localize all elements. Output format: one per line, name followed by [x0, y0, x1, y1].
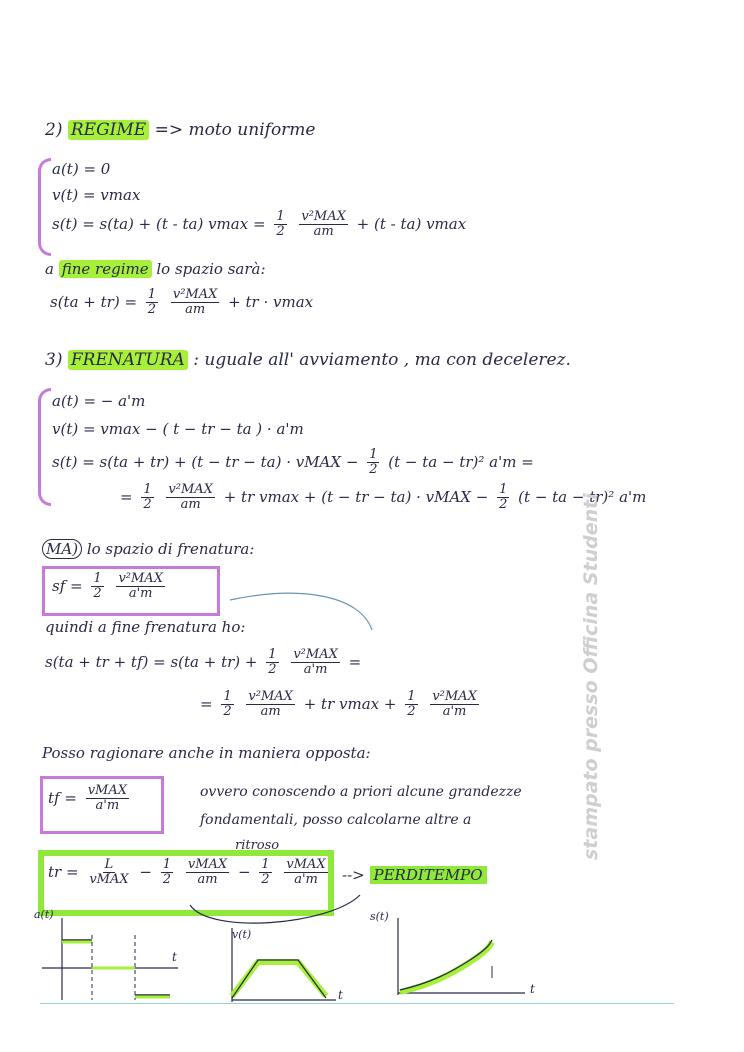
ma-circle: MA): [42, 539, 82, 559]
frac-den: 2: [369, 462, 378, 478]
frac-num: vMAX: [187, 857, 228, 872]
section3-title: FRENATURA: [68, 350, 188, 370]
frac-num: vMAX: [286, 857, 326, 872]
section3-number: 3): [45, 350, 63, 370]
s3-cont-part3: (t − ta − tr)² a'm: [518, 487, 647, 506]
frac-den: a'm: [128, 586, 153, 602]
frac-den: 2: [147, 302, 157, 318]
s2-end-a: a: [45, 260, 54, 278]
frac-den: a'm: [303, 662, 328, 678]
s3-eq-acc: a(t) = − a'm: [52, 392, 146, 410]
frac-den: a'm: [294, 872, 318, 888]
reverse-text: Posso ragionare anche in maniera opposta:: [42, 744, 371, 762]
graph-a-t: t: [172, 950, 177, 964]
sf-label: sf =: [52, 576, 83, 595]
frac-den: am: [197, 872, 218, 888]
reverse-note1: ovvero conoscendo a priori alcune grandezze: [200, 784, 522, 800]
frac-den: am: [180, 497, 201, 513]
s3-eq-pos-part2: (t − ta − tr)² a'm =: [388, 452, 534, 471]
watermark: stampato presso Officina Studenti: [580, 493, 602, 860]
frac-num: v²MAX: [168, 482, 213, 497]
s-curve: [400, 940, 492, 990]
s-curve-hl: [400, 942, 492, 992]
frac-den: am: [313, 224, 334, 240]
frac-den: 2: [276, 224, 285, 240]
reverse-note2: fondamentali, posso calcolarne altre a: [200, 812, 472, 828]
frac-num: 1: [223, 689, 232, 704]
reverse-note3: ritroso: [235, 838, 280, 853]
frac-num: 1: [268, 647, 277, 662]
s2-space-part2: + tr · vmax: [228, 292, 314, 311]
section2-subtitle: => moto uniforme: [154, 120, 316, 140]
s2-space-part1: s(ta + tr) =: [50, 292, 138, 311]
s2-end-highlight: fine regime: [59, 260, 152, 278]
frac-den: 2: [268, 662, 277, 678]
frac-num: 1: [276, 209, 285, 224]
graph-velocity: [232, 928, 336, 1002]
s2-eq-vel: v(t) = vmax: [52, 186, 141, 204]
braking-eq2-eq: =: [200, 694, 213, 713]
frac-den: 2: [261, 872, 270, 888]
frac-num: vMAX: [87, 783, 128, 798]
s3-cont-part2: + tr vmax + (t − tr − ta) · vMAX −: [223, 487, 489, 506]
frac-num: 1: [143, 482, 152, 497]
section3-subtitle: : uguale all' avviamento , ma con decelerez.: [193, 350, 571, 370]
frac-num: v²MAX: [172, 287, 218, 302]
frac-num: L: [104, 857, 114, 872]
braking-eq2-part2: + tr vmax +: [303, 694, 397, 713]
s3-cont-eq: =: [120, 487, 133, 506]
frac-num: 1: [407, 689, 416, 704]
frac-num: 1: [93, 571, 102, 586]
frac-num: v²MAX: [118, 571, 163, 586]
graph-v-label: v(t): [232, 928, 252, 941]
tf-label: tf =: [48, 788, 77, 807]
frac-den: 2: [223, 704, 232, 720]
frac-num: 1: [369, 447, 378, 462]
page-bottom-rule: [40, 1003, 674, 1004]
braking-eq1-part1: s(ta + tr + tf) = s(ta + tr) +: [45, 652, 258, 671]
frac-num: 1: [147, 287, 157, 302]
frac-num: v²MAX: [301, 209, 346, 224]
frac-num: v²MAX: [432, 689, 477, 704]
section2-number: 2): [45, 120, 63, 140]
tr-minus1: −: [139, 862, 152, 881]
frac-den: 2: [93, 586, 102, 602]
perditempo-label: PERDITEMPO: [370, 866, 487, 884]
graph-a-label: a(t): [34, 908, 54, 921]
frac-num: 1: [162, 857, 172, 872]
graph-position: [398, 918, 525, 995]
frac-den: 2: [162, 872, 172, 888]
frac-num: 1: [499, 482, 508, 497]
frac-den: a'm: [95, 798, 120, 814]
tr-label: tr =: [48, 862, 79, 881]
frac-den: vMAX: [89, 872, 129, 888]
graph-acceleration: [42, 918, 178, 1000]
braking-end-text: quindi a fine frenatura ho:: [45, 618, 246, 636]
frac-den: 2: [499, 497, 508, 513]
frac-den: am: [185, 302, 206, 318]
s2-end-b: lo spazio sarà:: [156, 260, 266, 278]
section2-title: REGIME: [68, 120, 149, 140]
frac-num: 1: [261, 857, 270, 872]
graph-s-label: s(t): [370, 910, 389, 923]
s2-eq-pos-part1: s(t) = s(ta) + (t - ta) vmax =: [52, 214, 266, 233]
s2-eq-acc: a(t) = 0: [52, 160, 111, 178]
frac-num: v²MAX: [248, 689, 293, 704]
frac-num: v²MAX: [293, 647, 338, 662]
s3-eq-pos-part1: s(t) = s(ta + tr) + (t − tr − ta) · vMAX −: [52, 452, 359, 471]
tr-minus2: −: [237, 862, 251, 881]
frac-den: 2: [143, 497, 152, 513]
s2-eq-pos-part2: + (t - ta) vmax: [356, 214, 467, 233]
graph-s-t: t: [530, 982, 535, 996]
graph-v-t: t: [338, 988, 343, 1002]
braking-eq1-part2: =: [348, 652, 362, 671]
frac-den: a'm: [442, 704, 467, 720]
frac-den: 2: [407, 704, 416, 720]
s3-eq-vel: v(t) = vmax − ( t − tr − ta ) · a'm: [52, 420, 304, 438]
arrow-icon: -->: [342, 866, 365, 884]
frac-den: am: [260, 704, 281, 720]
braking-text: lo spazio di frenatura:: [86, 540, 255, 558]
